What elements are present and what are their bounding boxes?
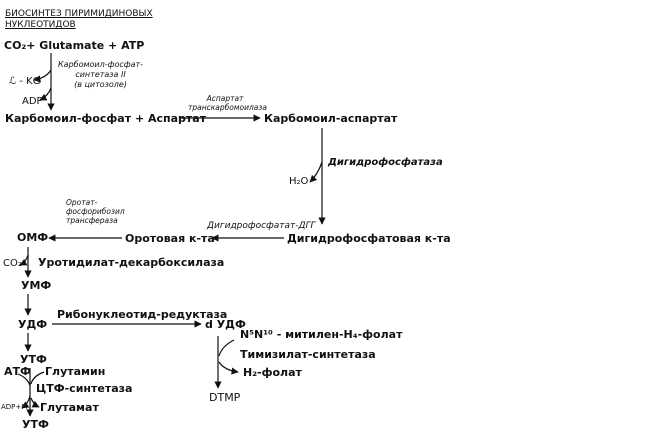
atc-line-2: транскарбомоилаза (188, 103, 267, 112)
udp-label: УДФ (18, 318, 48, 331)
arrow-side-adp (40, 88, 51, 100)
diagram-title: БИОСИНТЕЗ ПИРИМИДИНОВЫХ НУКЛЕОТИДОВ (5, 9, 153, 30)
start-substrates: CO₂+ Glutamate + ATP (4, 39, 145, 52)
arrow-side-akg (34, 70, 51, 80)
carbamoyl-aspartate: Карбомоил-аспартат (264, 112, 398, 125)
carbamoyl-phosphate-aspartate: Карбомоил-фосфат + Аспартат (5, 112, 207, 125)
water-label: H₂O (289, 176, 309, 187)
utp-label: УТФ (20, 353, 47, 366)
co2-label: CO₂ (3, 258, 22, 269)
arrow-side-adp-pi (22, 396, 30, 408)
dhodh-enzyme: Дигидрофосфатат-ДГГ (207, 221, 316, 231)
adp-pi-label: ADP+Pi (1, 403, 28, 411)
omp-decarboxylase: Уротидилат-декарбоксилаза (38, 256, 225, 269)
dihydrofolate: H₂-фолат (243, 366, 302, 379)
arrow-side-glutamate (31, 398, 39, 407)
arrow-side-h2folate (219, 362, 238, 372)
omp-label: ОМФ (17, 231, 49, 244)
glutamate-label: Глутамат (40, 401, 99, 414)
ctp-label: УТФ (22, 418, 49, 431)
oprt-line-2: фосфорибозил (66, 207, 125, 216)
arrow-side-atp (18, 374, 30, 386)
thymidylate-synthase: Тимизилат-синтетаза (240, 348, 376, 361)
adp-label: ADP (22, 96, 43, 107)
atc-line-1: Аспартат (206, 94, 244, 103)
arrow-side-co2 (20, 255, 28, 265)
ctp-synthetase: ЦТФ-синтетаза (36, 382, 133, 395)
arrow-side-glutamine (31, 372, 44, 384)
orotic-acid: Оротовая к-та (125, 232, 215, 245)
ribonucleotide-reductase: Рибонуклеотид-редуктаза (57, 308, 228, 321)
alpha-ketoglutarate: ℒ - KG (9, 76, 41, 87)
ump-label: УМФ (21, 279, 52, 292)
oprt-line-1: Оротат- (66, 198, 98, 207)
dihydroorotase-enzyme: Дигидрофосфатаза (328, 157, 443, 168)
methylene-thf-text: N⁵N¹⁰ - митилен-H₄-фолат (240, 328, 403, 341)
oprt-line-3: трансфераза (66, 216, 118, 225)
dihydroorotic-acid: Дигидрофосфатовая к-та (287, 232, 451, 245)
cps2-line-2: синтетаза II (75, 70, 126, 79)
atp-label: АТФ (4, 365, 31, 378)
arrow-side-methylene (219, 340, 234, 356)
cps2-line-1: Карбомоил-фосфат- (58, 60, 144, 69)
dudp-label: d УДФ (205, 318, 246, 331)
cps2-line-3: (в цитозоле) (74, 80, 127, 89)
arrow-side-h2o (310, 162, 322, 182)
dtmp-label: DTMP (209, 391, 241, 404)
glutamine-label: Глутамин (45, 365, 106, 378)
